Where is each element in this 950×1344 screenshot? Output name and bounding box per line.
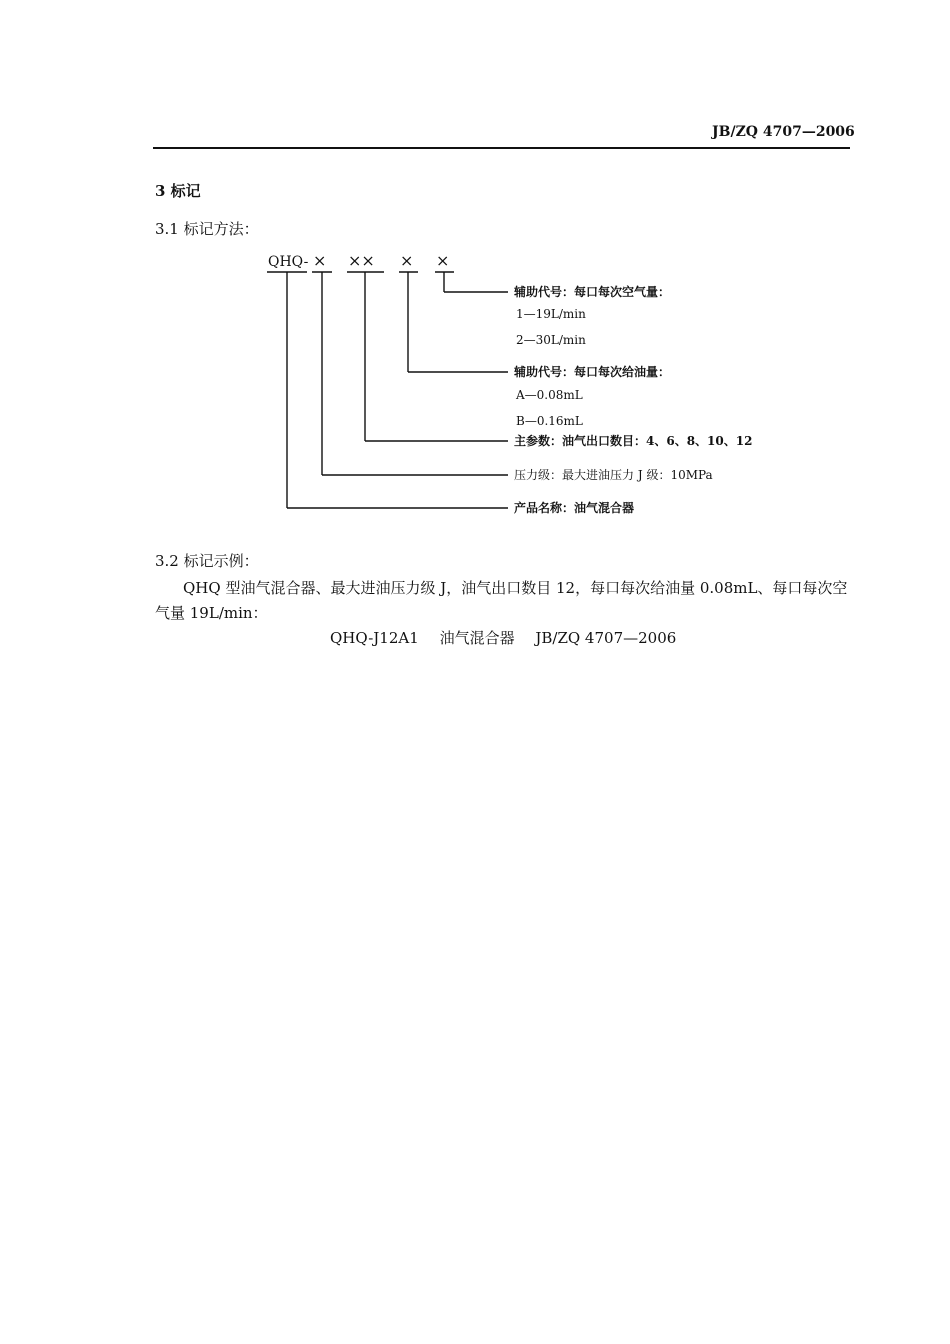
code-slot-main-param: ×× bbox=[348, 251, 375, 270]
code-slot-air: × bbox=[436, 251, 450, 270]
label-air-1: 1—19L/min bbox=[516, 307, 586, 321]
code-prefix: QHQ- bbox=[268, 254, 309, 270]
label-product: 产品名称：油气混合器 bbox=[514, 501, 635, 515]
marking-method-diagram bbox=[250, 245, 810, 525]
code-slot-oil: × bbox=[400, 251, 414, 270]
label-oil-code: 辅助代号：每口每次给油量： bbox=[514, 365, 671, 379]
example-marking bbox=[330, 627, 692, 648]
label-air-code: 辅助代号：每口每次空气量： bbox=[514, 285, 671, 299]
section-3-1-title: 3.1 标记方法： bbox=[155, 220, 259, 238]
label-air-2: 2—30L/min bbox=[516, 333, 586, 347]
example-mark-name: 油气混合器 bbox=[439, 629, 515, 647]
label-main-param: 主参数：油气出口数目：4、6、8、10、12 bbox=[514, 434, 753, 448]
leader-lines bbox=[267, 272, 508, 508]
label-pressure: 压力级：最大进油压力 J 级：10MPa bbox=[514, 468, 713, 482]
header-rule bbox=[153, 147, 850, 149]
label-oil-b: B—0.16mL bbox=[516, 414, 583, 428]
example-mark-code: QHQ-J12A1 bbox=[330, 629, 419, 647]
section-3-2-title: 3.2 标记示例： bbox=[155, 552, 259, 570]
standard-code: JB/ZQ 4707—2006 bbox=[712, 124, 855, 140]
code-slot-pressure: × bbox=[313, 251, 327, 270]
example-mark-standard: JB/ZQ 4707—2006 bbox=[535, 629, 677, 647]
label-oil-a: A—0.08mL bbox=[516, 388, 583, 402]
example-description: QHQ 型油气混合器、最大进油压力级 J，油气出口数目 12，每口每次给油量 0.08mL、每口每次空气量 19L/min： bbox=[155, 579, 848, 622]
section-3-title: 3 标记 bbox=[155, 182, 201, 200]
